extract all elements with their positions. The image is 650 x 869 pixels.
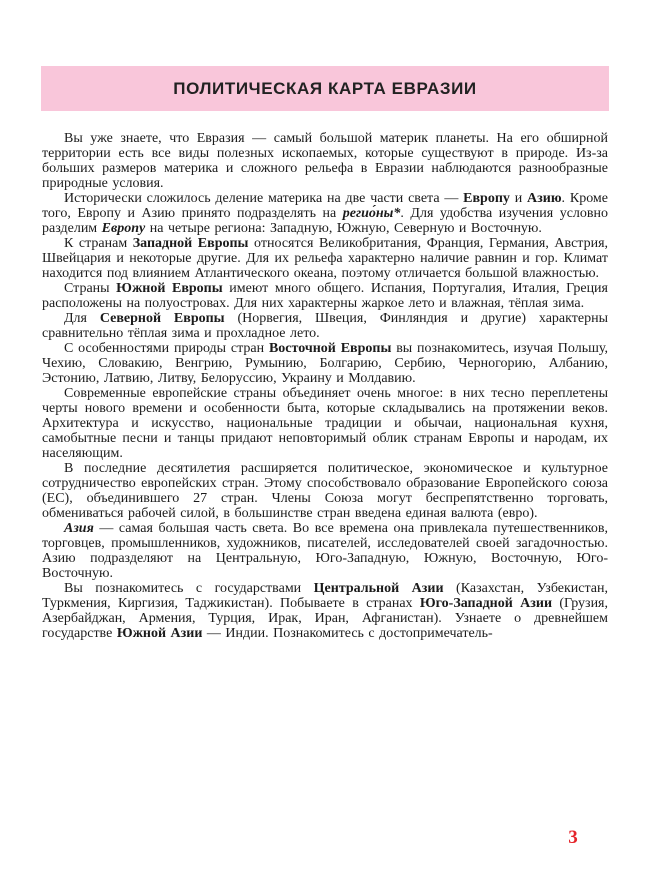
text-run: Вы познакомитесь с государствами	[64, 581, 314, 596]
emphasized-text: Восточной Европы	[268, 341, 392, 356]
text-run: С особенностями природы стран	[64, 341, 269, 356]
text-run: Исторически сложилось деление материка на две части света —	[64, 191, 464, 206]
emphasized-text: регио́ны*	[342, 206, 401, 221]
emphasized-text: Западной Европы	[132, 236, 249, 251]
paragraph	[42, 461, 608, 521]
emphasized-text: Южной Азии	[116, 626, 203, 641]
paragraph	[42, 386, 608, 461]
emphasized-text: Азию	[527, 191, 562, 206]
text-run: (Норвегия, Швеция, Финляндия и другие) характерны сравнительно тёплая зима и прохладное лето.	[42, 311, 608, 341]
paragraph	[42, 311, 608, 341]
paragraph	[42, 281, 608, 311]
page-title: ПОЛИТИЧЕСКАЯ КАРТА ЕВРАЗИИ	[173, 78, 477, 98]
paragraph	[42, 236, 608, 281]
text-run: на четыре региона: Западную, Южную, Северную и Восточную.	[145, 221, 542, 236]
text-run: — Индии. Познакомитесь с достопримечатель-	[202, 626, 493, 641]
text-run: . Кроме того, Европу и Азию принято подразделять на	[42, 191, 608, 221]
paragraph	[42, 521, 608, 581]
page-number: 3	[568, 827, 578, 848]
emphasized-text: Юго-Западной Азии	[419, 596, 553, 611]
emphasized-text: Европу	[101, 221, 146, 236]
text-run: имеют много общего. Испания, Португалия, Италия, Греция расположены на полуостровах. Для них характерны жаркое лето и влажная, тёплая зима.	[42, 281, 608, 311]
text-run: В последние десятилетия расширяется политическое, экономическое и культурное сотрудничество европейских стран. Этому способствовало образование Европейского союза (ЕС), объединившего 27 стран. Члены Союза могут беспрепятственно торговать, обмениваться рабочей силой, в большинстве стран введена единая валюта (евро).	[42, 461, 608, 521]
emphasized-text: Северной Европы	[99, 311, 225, 326]
text-run: Для	[64, 311, 100, 326]
chapter-title-banner	[41, 66, 609, 111]
paragraph	[42, 131, 608, 191]
text-run: Вы уже знаете, что Евразия — самый большой материк планеты. На его обширной территории есть все виды полезных ископаемых, которые существуют в природе. Из-за больших размеров материка и сложного рельефа в Евразии наблюдаются разнообразные природные условия.	[42, 131, 608, 191]
paragraph	[42, 341, 608, 386]
emphasized-text: Южной Европы	[116, 281, 223, 296]
text-run: . Для удобства изучения условно разделим	[42, 206, 608, 236]
paragraph	[42, 581, 608, 641]
emphasized-text: Центральной Азии	[313, 581, 444, 596]
paragraph	[42, 191, 608, 236]
text-run: вы познакомитесь, изучая Польшу, Чехию, Словакию, Венгрию, Румынию, Болгарию, Сербию, Черногорию, Албанию, Эстонию, Латвию, Литву, Белоруссию, Украину и Молдавию.	[42, 341, 608, 386]
body-text	[42, 131, 608, 641]
text-run: К странам	[64, 236, 133, 251]
text-run: — самая большая часть света. Во все времена она привлекала путешественников, торговцев, промышленников, художников, писателей, исследователей своей загадочностью. Азию подразделяют на Центральную, Юго-Западную, Южную, Восточную, Юго-Восточную.	[42, 521, 608, 581]
text-run: относятся Великобритания, Франция, Германия, Австрия, Швейцария и некоторые другие. Для их рельефа характерно наличие равнин и гор. Климат находится под влиянием Атлантического океана, поэтому отличается большой влажностью.	[42, 236, 609, 281]
emphasized-text: Европу	[463, 191, 510, 206]
text-run: (Казахстан, Узбекистан, Туркмения, Киргизия, Таджикистан). Побываете в странах	[42, 581, 608, 611]
text-run: и	[509, 191, 528, 206]
text-run: (Грузия, Азербайджан, Армения, Турция, Ирак, Иран, Афганистан). Узнаете о древнейшем государстве	[42, 596, 608, 641]
emphasized-text: Азия	[64, 521, 94, 536]
text-run: Современные европейские страны объединяет очень многое: в них тесно переплетены черты нового времени и особенности быта, которые складывались на протяжении веков. Архитектура и искусство, национальные традиции и обычаи, национальная кухня, самобытные песни и танцы придают неповторимый облик странам Европы и народам, их населяющим.	[42, 386, 608, 461]
text-run: Страны	[64, 281, 117, 296]
